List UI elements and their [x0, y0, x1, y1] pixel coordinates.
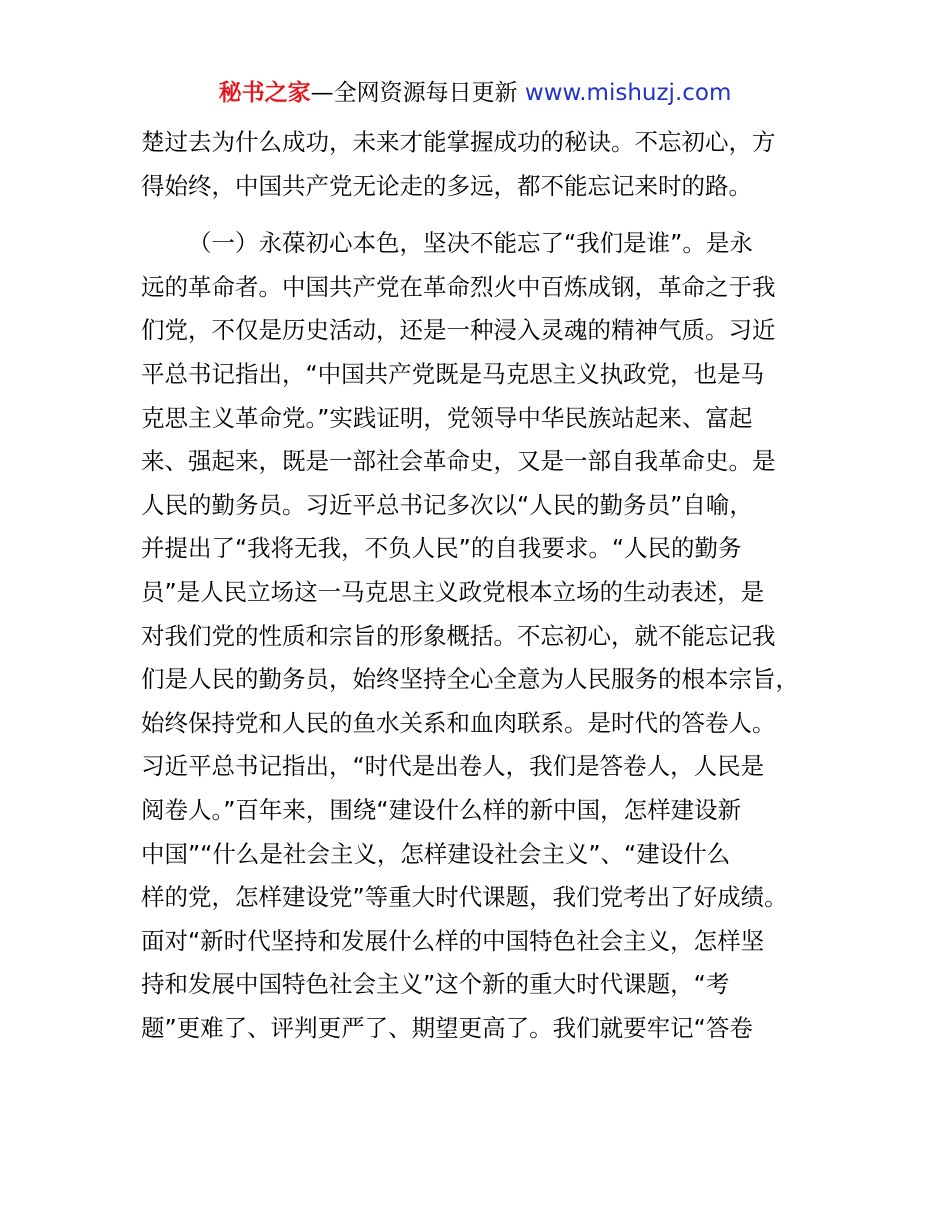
document-body: [141, 121, 831, 1050]
text-line: 得始终，中国共产党无论走的多远，都不能忘记来时的路。: [141, 171, 752, 200]
text-line: 始终保持党和人民的鱼水关系和血肉联系。是时代的答卷人。: [141, 708, 776, 737]
text-line: 楚过去为什么成功，未来才能掌握成功的秘诀。不忘初心，方: [141, 128, 776, 156]
text-line: 面对“新时代坚持和发展什么样的中国特色社会主义，怎样坚: [141, 926, 765, 955]
text-line: 员”是人民立场这一马克思主义政党根本立场的生动表述，是: [141, 577, 765, 606]
text-line: 克思主义革命党。”实践证明，党领导中华民族站起来、富起: [141, 403, 753, 432]
text-line: 们是人民的勤务员，始终坚持全心全意为人民服务的根本宗旨，: [141, 665, 799, 694]
text-line: 对我们党的性质和宗旨的形象概括。不忘初心，就不能忘记我: [141, 621, 776, 650]
text-line: 平总书记指出，“中国共产党既是马克思主义执政党，也是马: [141, 359, 765, 388]
text-line: （一）永葆初心本色，坚决不能忘了“我们是谁”。是永: [188, 229, 753, 258]
text-line: 远的革命者。中国共产党在革命烈火中百炼成钢，革命之于我: [141, 272, 776, 301]
text-line: 并提出了“我将无我，不负人民”的自我要求。“人民的勤务: [141, 534, 742, 563]
paragraph-gap: [141, 208, 831, 222]
site-brand: 秘书之家: [218, 80, 311, 106]
text-line: 阅卷人。”百年来，围绕“建设什么样的新中国，怎样建设新: [141, 795, 742, 824]
site-slogan: —全网资源每日更新: [310, 80, 518, 106]
text-line: 来、强起来，既是一部社会革命史，又是一部自我革命史。是: [141, 447, 776, 476]
text-line: 中国”“什么是社会主义，怎样建设社会主义”、“建设什么: [141, 839, 731, 868]
text-line: 样的党，怎样建设党”等重大时代课题，我们党考出了好成绩。: [141, 883, 788, 912]
text-line: 人民的勤务员。习近平总书记多次以“人民的勤务员”自喻，: [141, 490, 753, 519]
text-line: 们党，不仅是历史活动，还是一种浸入灵魂的精神气质。习近: [141, 316, 776, 345]
text-line: 题”更难了、评判更严了、期望更高了。我们就要牢记“答卷: [141, 1013, 753, 1042]
text-line: 持和发展中国特色社会主义”这个新的重大时代课题，“考: [141, 970, 730, 999]
site-header: [0, 78, 950, 108]
text-line: 习近平总书记指出，“时代是出卷人，我们是答卷人，人民是: [141, 752, 765, 781]
site-url-link[interactable]: www.mishuzj.com: [524, 80, 732, 106]
